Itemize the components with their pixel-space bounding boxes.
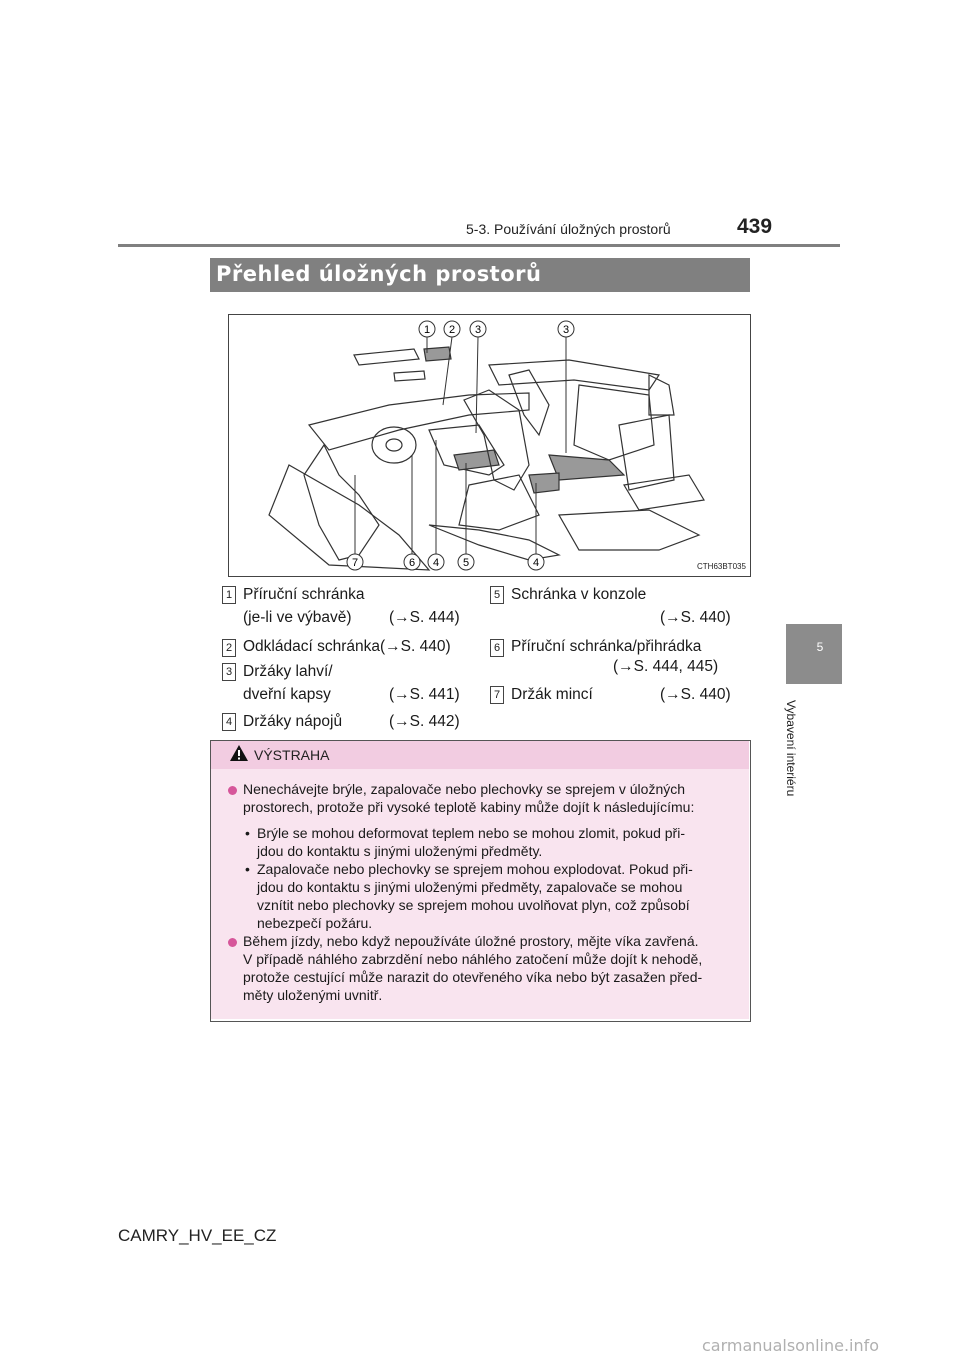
legend-3-line1: Držáky lahví/ [243,663,333,680]
interior-illustration [228,314,751,577]
warning-paragraph-2 [243,932,743,1004]
warning-p2-line: V případě náhlého zabrzdění nebo náhlého zatočení může dojít k nehodě, [243,951,703,967]
warning-subitem-1 [257,824,743,860]
warning-subitem-2 [257,860,743,932]
warning-sub1-line: Brýle se mohou deformovat teplem nebo se mohou zlomit, pokud při- [257,825,685,841]
chapter-tab [786,624,842,684]
legend-number-4: 4 [222,713,236,731]
legend-number-6: 6 [490,639,504,657]
legend-1-line1: Příruční schránka [243,586,365,603]
legend-5-line1: Schránka v konzole [511,586,647,603]
section-title: Přehled úložných prostorů [216,262,542,286]
legend-2-line1: Odkládací schránka(→S. 440) [243,638,451,655]
legend-6-line1: Příruční schránka/přihrádka [511,638,702,655]
legend-number-5: 5 [490,586,504,604]
sub-bullet-marker: • [245,825,250,841]
callout-3b: 3 [562,324,570,336]
callout-6: 6 [408,557,416,569]
warning-paragraph-1 [243,780,743,816]
callout-4b: 4 [532,557,540,569]
chapter-tab-label-wrap [776,700,806,880]
legend-1-line2: (je-li ve výbavě) [243,609,352,626]
legend-number-3: 3 [222,663,236,681]
car-interior-drawing [229,315,750,576]
header-rule [118,244,840,247]
legend-7-ref: (→S. 440) [660,686,731,703]
legend-number-7: 7 [490,686,504,704]
callouts-top [419,321,574,337]
legend-3-ref: (→S. 441) [389,686,460,703]
page-number: 439 [737,215,773,238]
callout-1: 1 [423,324,431,336]
legend-1-ref: (→S. 444) [389,609,460,626]
legend-4-line1: Držáky nápojů [243,713,343,730]
legend-4-ref: (→S. 442) [389,713,460,730]
legend-6-ref: (→S. 444, 445) [613,658,719,675]
warning-sub1-line: jdou do kontaktu s jinými uloženými předměty. [257,843,543,859]
watermark: carmanualsonline.info [702,1336,880,1355]
legend-3-line2: dveřní kapsy [243,686,331,703]
warning-p1-line: prostorech, protože při vysoké teplotě kabiny může dojít k následujícímu: [243,799,695,815]
illustration-code: CTH63BT035 [697,562,746,571]
running-header-section: 5-3. Používání úložných prostorů [466,221,671,237]
warning-p2-line: Během jízdy, nebo když nepoužíváte úložné prostory, mějte víka zavřená. [243,933,699,949]
legend-number-2: 2 [222,639,236,657]
warning-sub2-line: vznítit nebo plechovky se sprejem mohou uvolňovat plyn, což způsobí [257,897,690,913]
legend-5-ref: (→S. 440) [660,609,731,626]
warning-title: VÝSTRAHA [254,747,330,763]
warning-sub2-line: jdou do kontaktu s jinými uloženými předměty, zapalovače se mohou [257,879,683,895]
callout-7: 7 [351,557,359,569]
callout-5: 5 [462,557,470,569]
document-code: CAMRY_HV_EE_CZ [118,1226,277,1245]
callout-3a: 3 [474,324,482,336]
sub-bullet-marker: • [245,861,250,877]
warning-p2-line: měty uloženými uvnitř. [243,987,383,1003]
legend-7-line1: Držák mincí [511,686,593,703]
warning-triangle-icon [229,744,249,762]
chapter-tab-label: Vybavení interiéru [784,700,798,797]
warning-p2-line: protože cestující může narazit do otevřeného víka nebo být zasažen před- [243,969,703,985]
chapter-tab-number: 5 [816,640,824,654]
warning-sub2-line: Zapalovače nebo plechovky se sprejem mohou explodovat. Pokud při- [257,861,693,877]
bullet-dot [228,786,237,795]
warning-sub2-line: nebezpečí požáru. [257,915,373,931]
callout-4a: 4 [432,557,440,569]
callout-2: 2 [448,324,456,336]
bullet-dot [228,938,237,947]
warning-p1-line: Nenechávejte brýle, zapalovače nebo plechovky se sprejem v úložných [243,781,686,797]
legend-number-1: 1 [222,586,236,604]
